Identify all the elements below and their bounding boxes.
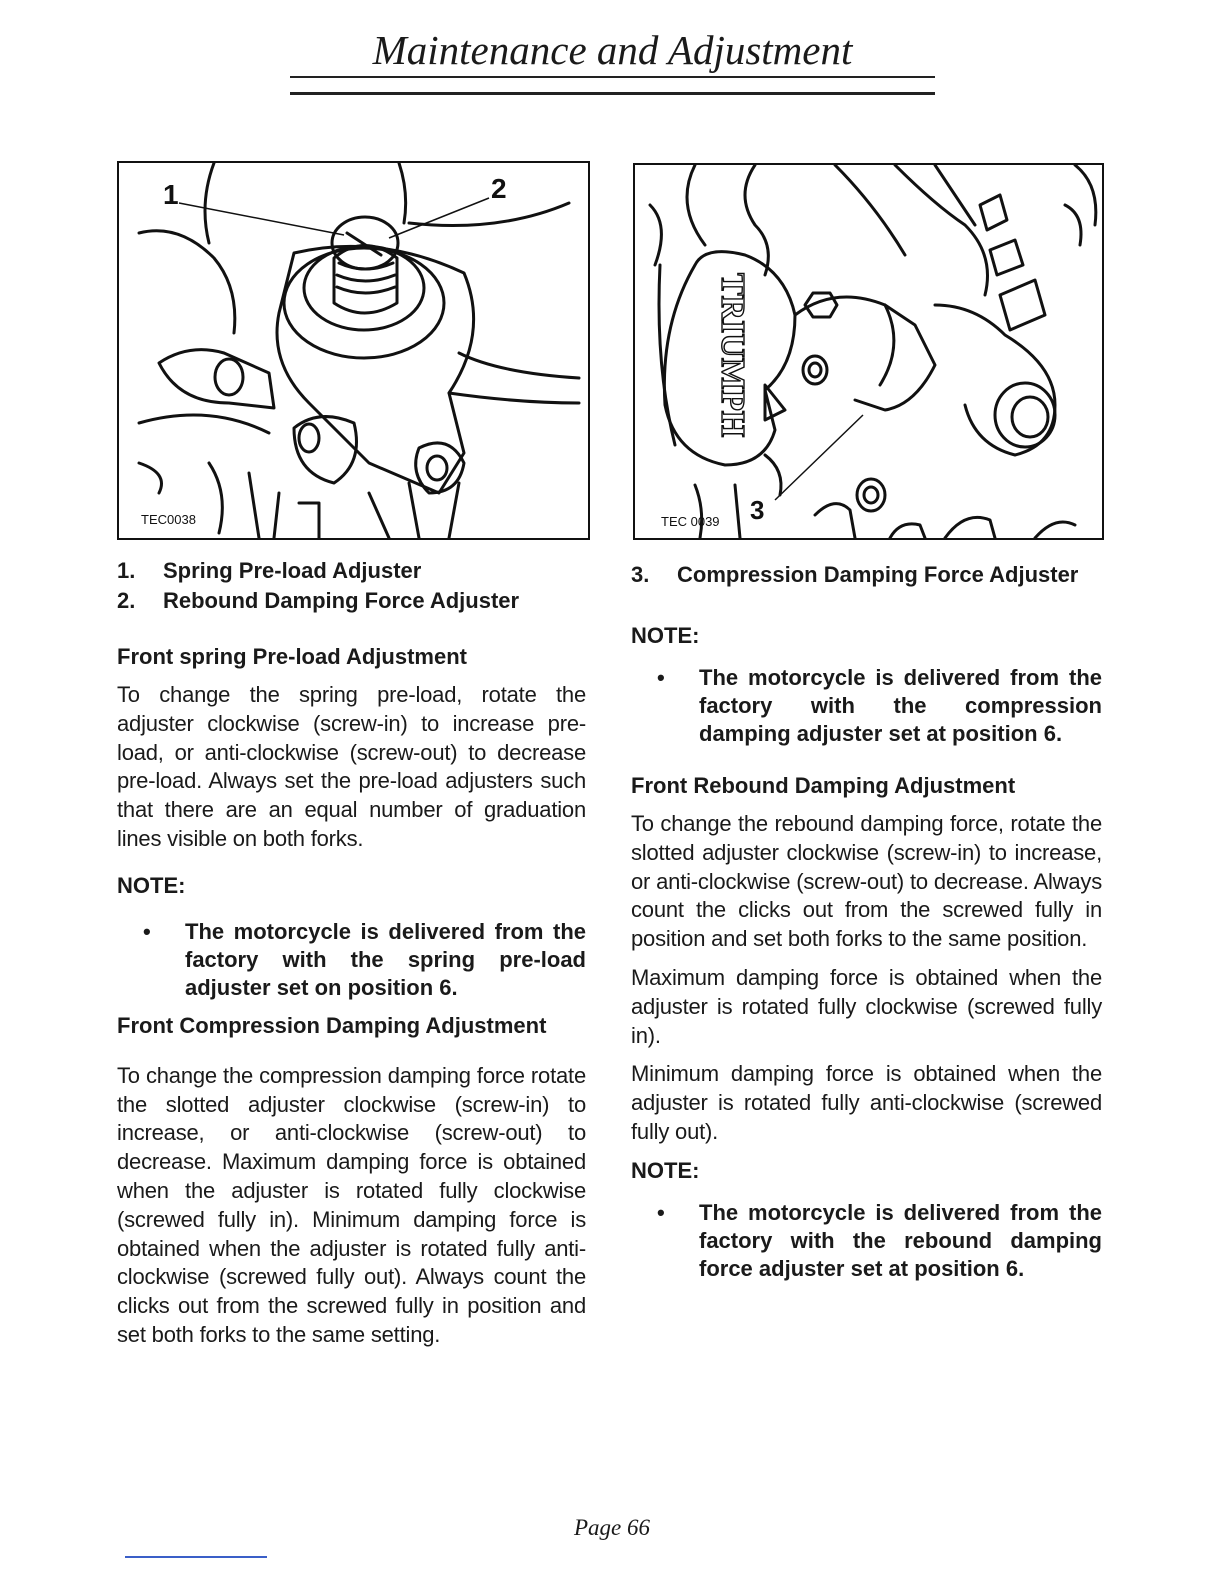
- rebound-heading: Front Rebound Damping Adjustment: [631, 773, 1016, 798]
- caption-item: [117, 556, 586, 586]
- figure-code: TEC 0039: [661, 514, 720, 529]
- figure-fork-bottom-caliper: [633, 163, 1104, 540]
- preload-body: To change the spring pre-load, rotate the adjuster clockwise (screw-in) to increase pre-load, or anti-clockwise (screw-out) to decrease pre-load. Always set the pre-load adjusters such that there are an equal number of graduation lines visible on both forks.: [117, 682, 586, 851]
- fork-bottom-caliper-illustration: [635, 165, 1102, 538]
- header-rule-top: [290, 76, 935, 78]
- caption-text: Compression Damping Force Adjuster: [677, 562, 1079, 587]
- fork-top-adjuster-illustration: [119, 163, 588, 538]
- preload-heading: Front spring Pre-load Adjustment: [117, 644, 467, 669]
- note-text: The motorcycle is delivered from the factory with the spring pre-load adjuster set on position 6.: [185, 918, 586, 1000]
- note-label: NOTE:: [631, 623, 700, 648]
- figure-fork-top-adjusters: [117, 161, 590, 540]
- caption-item: [631, 560, 1102, 590]
- caption-text: Rebound Damping Force Adjuster: [163, 588, 520, 613]
- note-text: The motorcycle is delivered from the factory with the compression damping adjuster set at position 6.: [699, 665, 1102, 746]
- triumph-brand-text: TRIUMPH: [714, 272, 752, 438]
- bullet-icon: •: [657, 1199, 665, 1225]
- note-item: [631, 664, 1102, 748]
- right-column: [631, 560, 1102, 1283]
- bullet-icon: •: [143, 918, 151, 944]
- rebound-body-3: Minimum damping force is obtained when the adjuster is rotated fully anti-clockwise (screwed fully out).: [631, 1061, 1102, 1144]
- callout-2: 2: [491, 173, 507, 204]
- rebound-body-2: Maximum damping force is obtained when the adjuster is rotated fully clockwise (screwed fully in).: [631, 964, 1102, 1048]
- footer-link-underline[interactable]: [125, 1556, 267, 1558]
- caption-number: 1.: [117, 558, 136, 583]
- caption-text: Spring Pre-load Adjuster: [163, 558, 422, 583]
- rebound-body-1: To change the rebound damping force, rotate the slotted adjuster clockwise (screw-in) to increase, or anti-clockwise (screw-out) to decrease. Always count the clicks out from the screwed fully in position and set both forks to the same position.: [631, 811, 1102, 952]
- header-rule-bottom: [290, 92, 935, 95]
- note-item: [117, 918, 586, 1002]
- caption-number: 3.: [631, 562, 650, 587]
- page-number: Page 66: [573, 1515, 650, 1540]
- note-label: NOTE:: [117, 872, 186, 898]
- right-caption-list: [631, 560, 1102, 590]
- left-column: [117, 556, 586, 1350]
- compression-heading: Front Compression Damping Adjustment: [117, 1012, 547, 1038]
- page-header-title: Maintenance and Adjustment: [372, 27, 853, 73]
- caption-item: [117, 586, 586, 616]
- left-caption-list: [117, 556, 586, 616]
- note-text: The motorcycle is delivered from the factory with the rebound damping force adjuster set at position 6.: [699, 1199, 1102, 1281]
- note-item: [631, 1199, 1102, 1283]
- callout-3: 3: [750, 495, 765, 525]
- callout-1: 1: [163, 179, 179, 210]
- figure-code: TEC0038: [141, 512, 196, 527]
- bullet-icon: •: [657, 665, 665, 690]
- caption-number: 2.: [117, 588, 136, 613]
- note-label: NOTE:: [631, 1157, 700, 1183]
- compression-body: To change the compression damping force rotate the slotted adjuster clockwise (screw-in) to increase, or anti-clockwise (screw-out) to decrease. Maximum damping force is obtained when the adjuster is rotated fully clockwise (screwed fully in). Minimum damping force is obtained when the adjuster is rotated fully anti-clockwise (screwed fully out). Always count the clicks out from the screwed fully in position and set both forks to the same setting.: [117, 1062, 586, 1347]
